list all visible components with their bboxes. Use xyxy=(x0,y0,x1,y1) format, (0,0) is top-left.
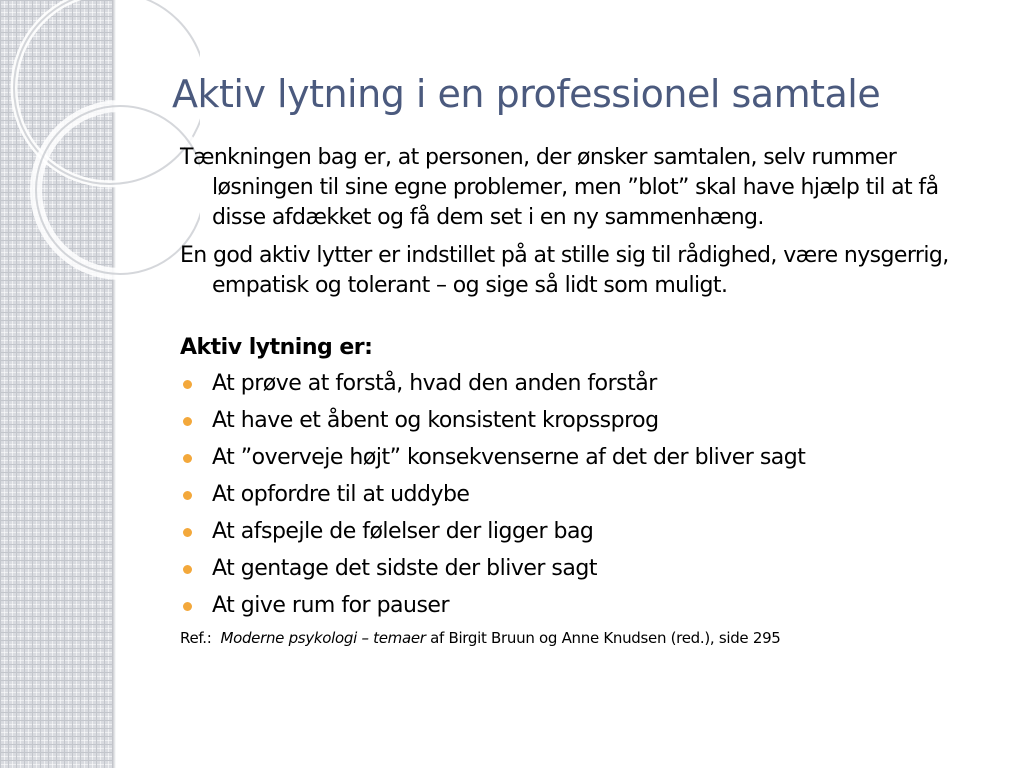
reference-source: af Birgit Bruun og Anne Knudsen (red.), side 295 xyxy=(430,629,781,647)
list-item-text: At ”overveje højt” konsekvenserne af det der bliver sagt xyxy=(212,445,806,470)
list-heading: Aktiv lytning er: xyxy=(180,335,373,360)
reference-prefix: Ref.: xyxy=(180,629,212,647)
decorative-circles-graphic xyxy=(0,0,200,300)
list-item-text: At opfordre til at uddybe xyxy=(212,482,470,507)
reference-line xyxy=(180,628,990,648)
list-item-text: At gentage det sidste der bliver sagt xyxy=(212,556,597,581)
bullet-dot-icon xyxy=(183,417,192,426)
listener-paragraph: En god aktiv lytter er indstillet på at stille sig til rådighed, være nysgerrig, empatisk og tolerant – og sige så lidt som muligt. xyxy=(180,243,949,298)
list-item xyxy=(180,517,990,547)
bullet-dot-icon xyxy=(183,454,192,463)
intro-paragraph: Tænkningen bag er, at personen, der ønsker samtalen, selv rummer løsningen til sine egne problemer, men ”blot” skal have hjælp til at få disse afdækket og få dem set i en ny sammenhæng. xyxy=(180,145,939,230)
bullet-dot-icon xyxy=(183,565,192,574)
list-item xyxy=(180,406,990,436)
bullet-dot-icon xyxy=(183,528,192,537)
list-item-text: At afspejle de følelser der ligger bag xyxy=(212,519,594,544)
list-item-text: At have et åbent og konsistent kropssprog xyxy=(212,408,659,433)
bullet-dot-icon xyxy=(183,602,192,611)
list-item xyxy=(180,591,990,621)
reference-title: Moderne psykologi – temaer xyxy=(220,629,426,647)
list-item-text: At prøve at forstå, hvad den anden forstår xyxy=(212,371,657,396)
list-item xyxy=(180,369,990,399)
bullet-dot-icon xyxy=(183,491,192,500)
list-item-text: At give rum for pauser xyxy=(212,593,449,618)
bullet-dot-icon xyxy=(183,380,192,389)
list-item xyxy=(180,480,990,510)
list-item xyxy=(180,554,990,584)
bullet-list xyxy=(180,369,990,621)
slide-title: Aktiv lytning i en professionel samtale xyxy=(172,72,881,116)
slide-body xyxy=(180,143,990,648)
list-item xyxy=(180,443,990,473)
